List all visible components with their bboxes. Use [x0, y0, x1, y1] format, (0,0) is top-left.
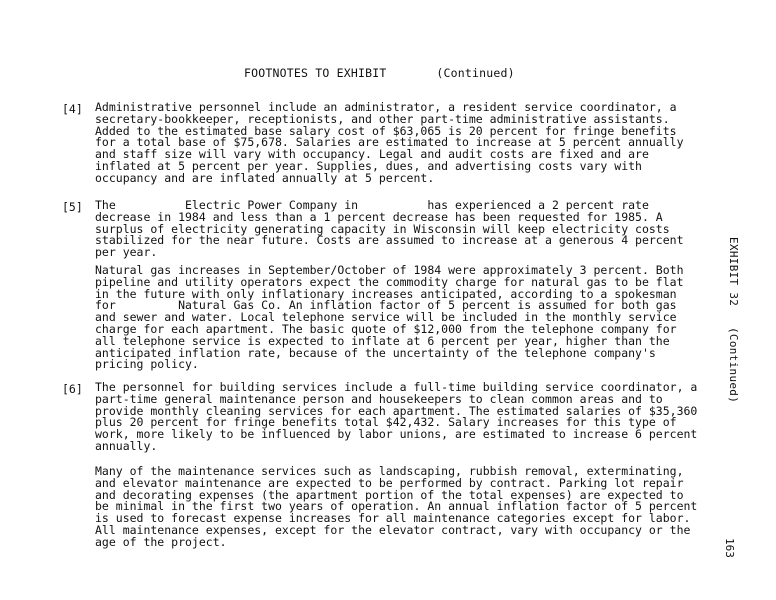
- page-title: FOOTNOTES TO EXHIBIT (Continued): [244, 66, 515, 80]
- text-line: decrease in 1984 and less than a 1 percent decrease has been requested for 1985. A: [95, 209, 663, 224]
- footnote-5-paragraph-2: [95, 265, 701, 371]
- text-line: pipeline and utility operators expect the commodity charge for natural gas to be flat: [95, 274, 684, 289]
- text-line: in the future with only inflationary increases anticipated, according to a spokesman: [95, 286, 677, 301]
- text-line: pricing policy.: [95, 357, 199, 372]
- text-line: work, more likely to be influenced by labor unions, are estimated to increase 6 percent: [95, 427, 698, 442]
- footnote-5-paragraph-1: [95, 200, 701, 259]
- text-line: inflated at 5 percent per year. Supplies, dues, and advertising costs vary with: [95, 158, 642, 173]
- text-line: provide monthly cleaning services for each apartment. The estimated salaries of $35,360: [95, 403, 698, 418]
- text-line: plus 20 percent for fringe benefits total $42,432. Salary increases for this type of: [95, 415, 677, 430]
- text-line: All maintenance expenses, except for the elevator contract, vary with occupancy or the: [95, 522, 691, 537]
- text-line: The Electric Power Company in has experienced a 2 percent rate: [95, 198, 649, 212]
- text-line: surplus of electricity generating capacity in Wisconsin will keep electricity costs: [95, 221, 670, 236]
- footnote-4-paragraph: [95, 102, 701, 185]
- text-line: secretary-bookkeeper, receptionists, and other part-time administrative assistants.: [95, 111, 670, 126]
- text-line: be minimal in the first two years of operation. An annual inflation factor of 5 percent: [95, 499, 698, 514]
- text-line: all telephone service is expected to inflate at 6 percent per year, higher than the: [95, 333, 670, 348]
- footnote-label-4: [4]: [62, 102, 83, 116]
- footnote-6-paragraph-1: [95, 382, 701, 453]
- text-line: is used to forecast expense increases for all maintenance categories except for labor.: [95, 511, 691, 526]
- page-number: 163: [723, 538, 736, 558]
- footnote-6-paragraph-2: [95, 466, 701, 549]
- text-line: and elevator maintenance are expected to be performed by contract. Parking lot repair: [95, 475, 684, 490]
- text-line: charge for each apartment. The basic quote of $12,000 from the telephone company for: [95, 321, 677, 336]
- text-line: Natural gas increases in September/October of 1984 were approximately 3 percent. Both: [95, 263, 684, 277]
- text-line: for Natural Gas Co. An inflation factor of 5 percent is assumed for both gas: [95, 298, 677, 313]
- text-line: Many of the maintenance services such as landscaping, rubbish removal, exterminating,: [95, 464, 684, 478]
- text-line: Added to the estimated base salary cost of $63,065 is 20 percent for fringe benefits: [95, 123, 677, 138]
- text-line: part-time general maintenance person and housekeepers to clean common areas and to: [95, 391, 663, 406]
- text-line: and sewer and water. Local telephone service will be included in the monthly service: [95, 310, 677, 325]
- text-line: stabilized for the near future. Costs are assumed to increase at a generous 4 percent: [95, 233, 684, 248]
- footnote-label-6: [6]: [62, 382, 83, 396]
- text-line: for a total base of $75,678. Salaries are estimated to increase at 5 percent annually: [95, 135, 684, 150]
- text-line: per year.: [95, 245, 158, 260]
- text-line: and decorating expenses (the apartment portion of the total expenses) are expected to: [95, 487, 684, 502]
- footnote-label-5: [5]: [62, 200, 83, 214]
- text-line: occupancy and are inflated annually at 5 percent.: [95, 170, 435, 185]
- text-line: age of the project.: [95, 534, 227, 549]
- text-line: The personnel for building services include a full-time building service coordinator, a: [95, 380, 698, 394]
- text-line: and staff size will vary with occupancy. Legal and audit costs are fixed and are: [95, 147, 649, 162]
- text-line: annually.: [95, 438, 158, 453]
- text-line: Administrative personnel include an administrator, a resident service coordinator, a: [95, 100, 677, 114]
- exhibit-side-label: EXHIBIT 32 (Continued): [727, 237, 740, 404]
- text-line: anticipated inflation rate, because of the uncertainty of the telephone company's: [95, 345, 656, 360]
